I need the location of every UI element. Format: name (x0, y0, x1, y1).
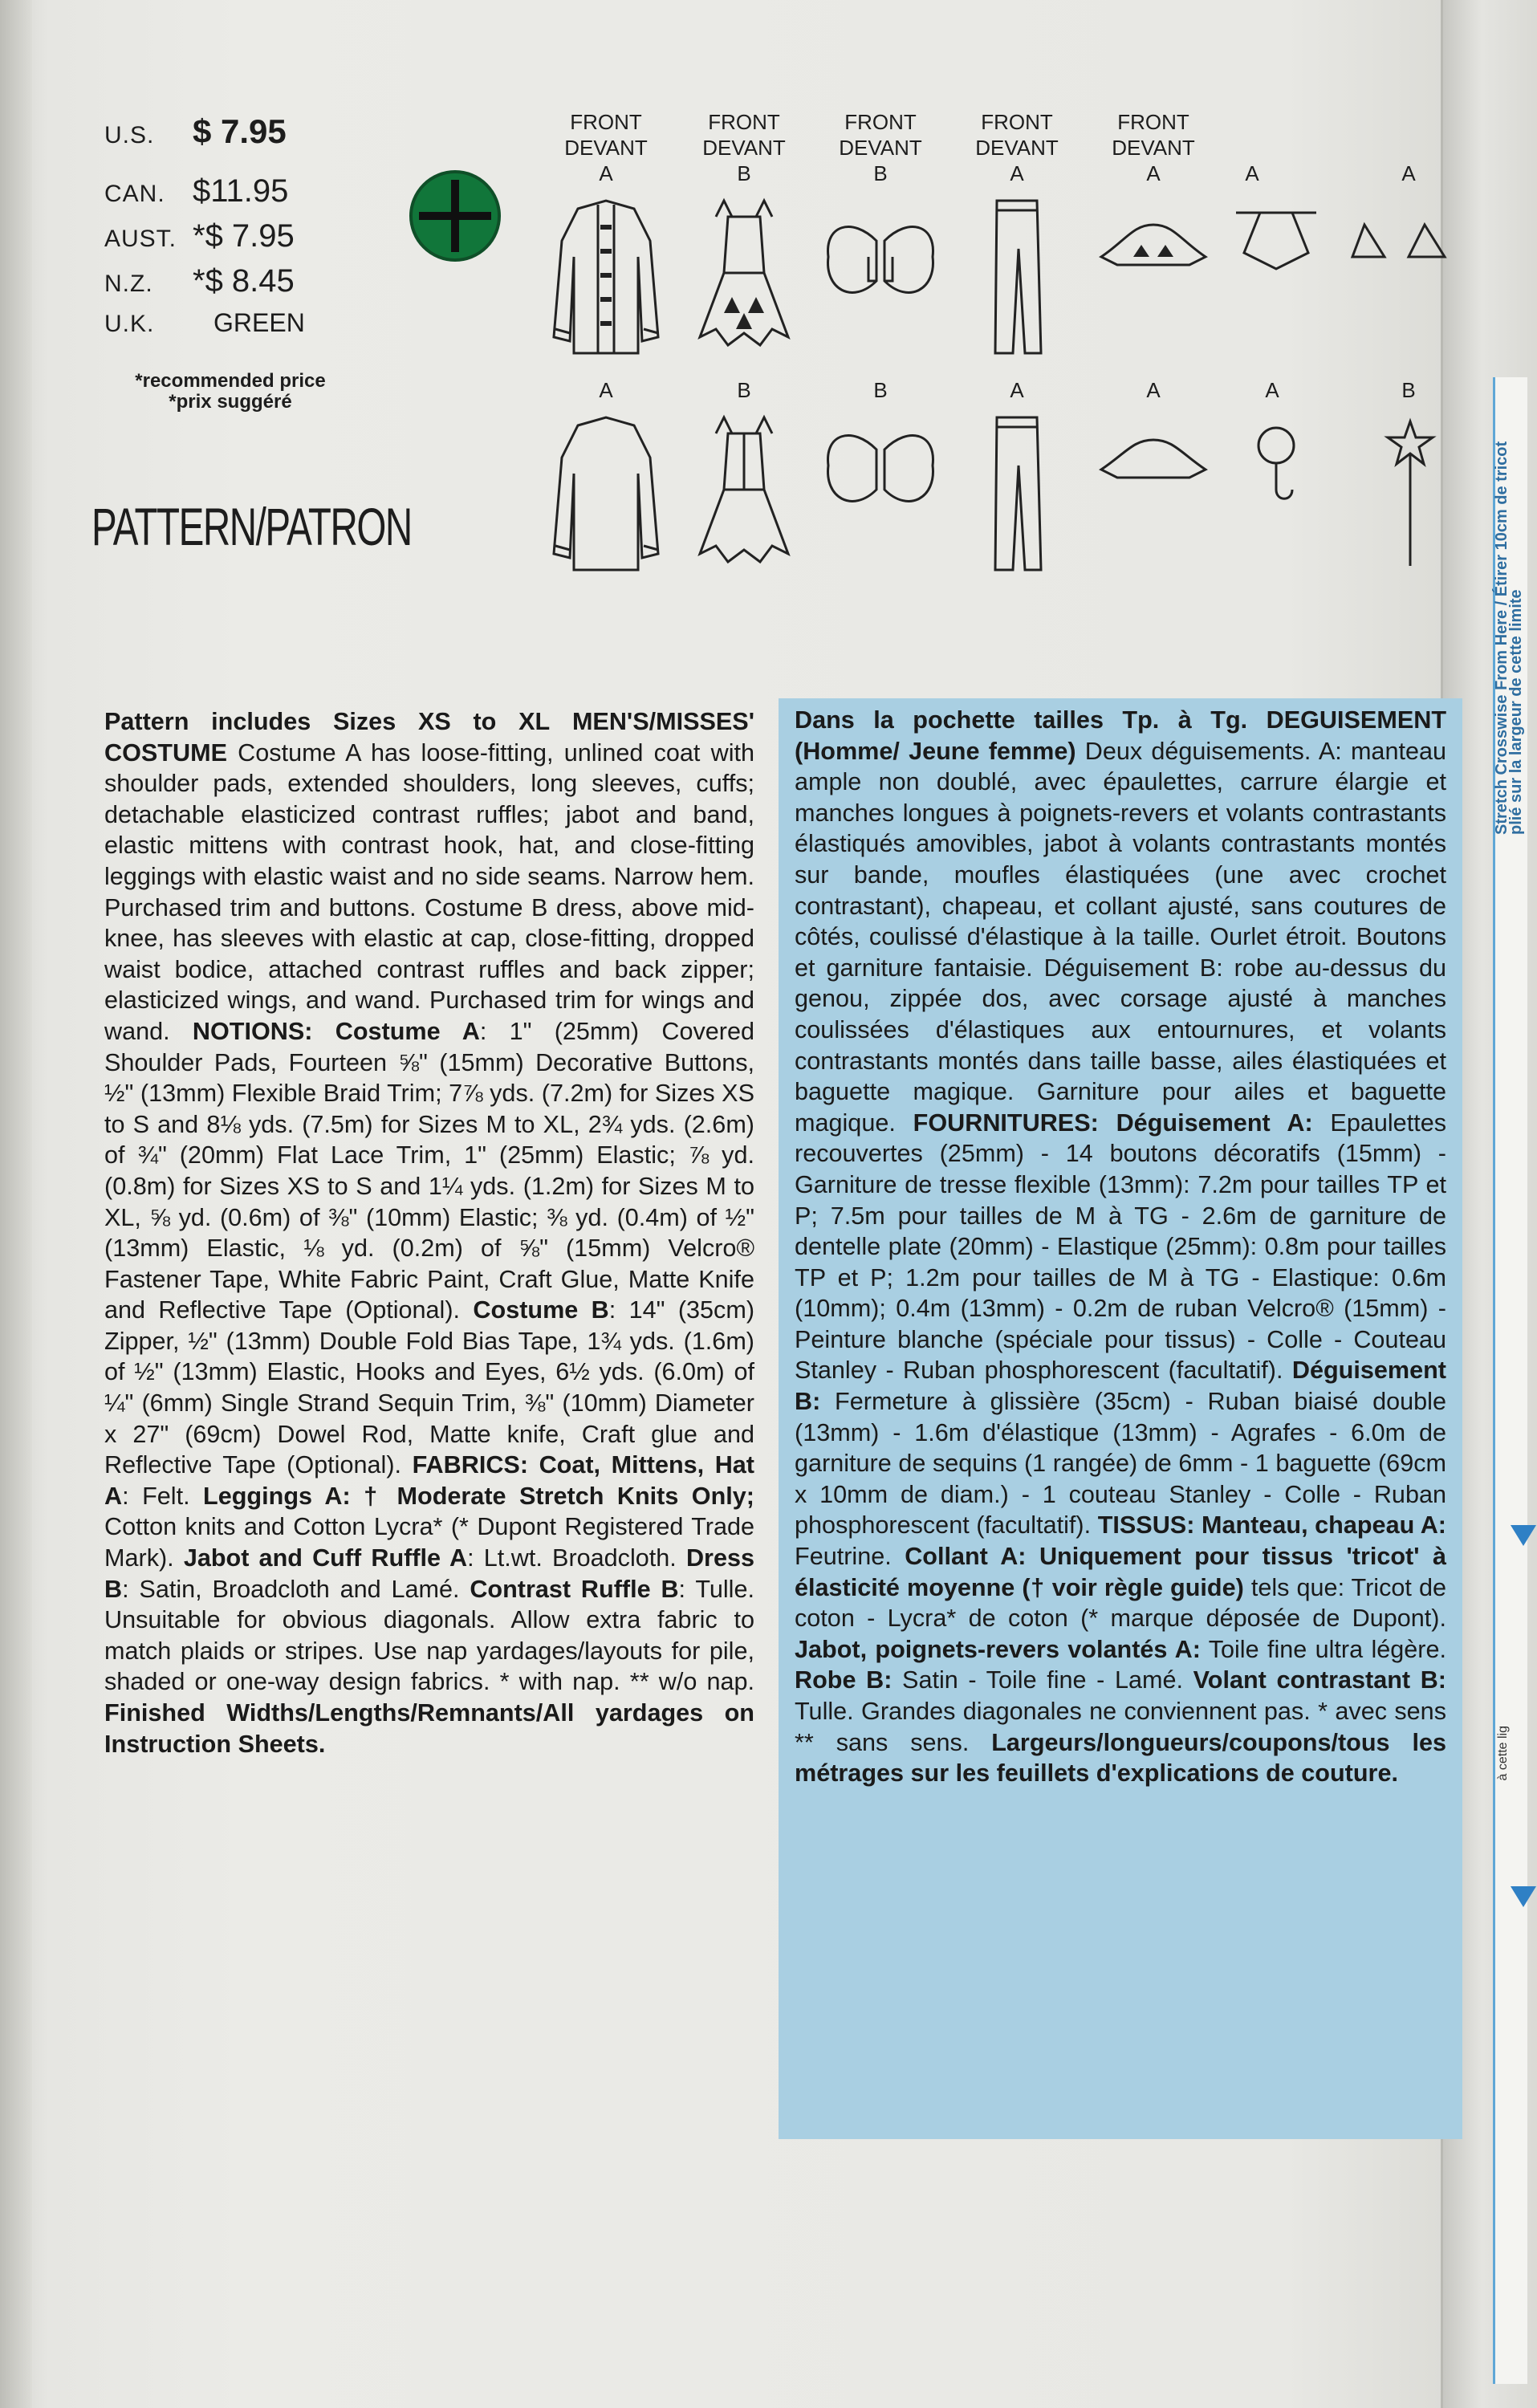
price-country: AUST. (104, 226, 177, 252)
coat-front-sketch (546, 193, 666, 369)
coat-back-sketch (546, 409, 666, 586)
price-row-aust (104, 218, 369, 263)
price-amount: *$ 7.95 (193, 218, 295, 254)
price-row-nz (104, 263, 369, 308)
wand-sketch (1382, 417, 1438, 570)
price-amount: $11.95 (193, 173, 289, 209)
dress-back-sketch (684, 409, 804, 586)
robe-label-fr: Robe B: (795, 1666, 893, 1694)
view-label: FRONT DEVANT A (975, 110, 1059, 185)
sizes-fr: Dans la pochette tailles Tp. à Tg. (795, 706, 1248, 734)
tissus-a-fr: Feutrine. (795, 1543, 892, 1571)
collant-text-fr: tels que: Tricot de coton - Lycra* de coton (* marque déposée de Dupont). (795, 1573, 1446, 1633)
view-label: B (1401, 378, 1416, 402)
tissus-label-fr: TISSUS: Manteau, chapeau A: (1097, 1511, 1446, 1540)
green-circle-crosshair-icon (409, 170, 501, 262)
price-amount: $ 7.95 (193, 112, 287, 150)
view-label: FRONT DEVANT A (564, 110, 648, 185)
ruffle-label-en: Contrast Ruffle B (470, 1575, 679, 1603)
sizes-en: Pattern includes Sizes XS to XL (104, 708, 551, 735)
view-label: A (1010, 378, 1024, 402)
view-label: B (737, 378, 751, 402)
costume-description-en: Costume A has loose-fitting, unlined coat with shoulder pads, extended shoulders, long sleeves, cuffs; detachable elasticized contrast ruffles; jabot and band, elastic mittens with contrast hook, hat, and close-fitting leggings with elastic waist and no side seams. Narrow hem. Purchased trim and buttons. Costume B dress, above mid-knee, has sleeves with elastic at cap, close-fitting, dropped waist bodice, attached contrast ruffles and back zipper; elasticized wings, and wand. Purchased trim for wings and wand. (104, 738, 755, 1045)
stretch-arrow-icon (1511, 1525, 1536, 1546)
price-amount: GREEN (213, 308, 305, 337)
view-label: A (599, 378, 613, 402)
dress-text-en: : Satin, Broadcloth and Lamé. (122, 1575, 460, 1603)
finished-note-en: Finished Widths/Lengths/Remnants/All yardages on Instruction Sheets. (104, 1699, 754, 1758)
jabot-label-en: Jabot and Cuff Ruffle A (183, 1544, 468, 1572)
fournitures-a-fr: Epaulettes recouvertes (25mm) - 14 boutons décoratifs (15mm) - Garniture de tresse flexible (13mm): 7.2m pour tailles TP et P; 7.5m pour tailles de M à TG - 2.6m de garniture de dentelle plate (20mm) - Elastique (25mm): 0.8m pour tailles TP et P; 1.2m pour tailles de M à TG - Elastique: 0.6m (10mm); 0.4m (13mm) - 0.2m de ruban Velcro® (15mm) - Peinture blanche (spéciale pour tissus) - Colle - Couteau Stanley - Ruban phosphorescent (facultatif). (795, 1108, 1447, 1385)
price-table (104, 112, 369, 353)
dress-front-sketch (684, 193, 804, 369)
stretch-arrow-icon (1511, 1886, 1536, 1907)
robe-text-fr: Satin - Toile fine - Lamé. (892, 1666, 1184, 1694)
cuff-ruffles-sketch (1348, 217, 1453, 265)
view-label: A (1146, 378, 1161, 402)
costume-description-fr: Deux déguisements. A: manteau ample non doublé, avec épaulettes, carrure élargie et manches longues à poignets-revers et volants contrastants élastiqués amovibles, jabot à volants contrastants montés sur bande, moufles élastiquées (une avec crochet contrastant), chapeau, et collant ajusté, sans coutures de côtés, coulissé d'élastique à la taille. Ourlet étroit. Boutons et garniture fantaisie. Déguisement B: robe au-dessus du genou, zippée dos, avec corsage ajusté à manches coulissées d'élastiques aux entournures, et volants contrastants montés dans taille basse, ailes élastiquées et baguette magique. Garniture pour ailes et baguette magique. (795, 737, 1447, 1137)
price-country: U.S. (104, 122, 155, 148)
ruffle-text-en: : Tulle. Unsuitable for obvious diagonals. Allow extra fabric to match plaids or stripes. Use nap yardages/layouts for pile, shaded or one-way design fabrics. * with nap. ** w/o nap. (104, 1575, 754, 1696)
price-country: CAN. (104, 181, 165, 207)
view-label: A (1401, 161, 1416, 185)
leggings-back-sketch (957, 409, 1077, 586)
dress-label-en: Dress B (104, 1544, 754, 1603)
english-description (104, 706, 754, 1759)
note-french: *prix suggéré (169, 391, 292, 413)
jabot-sketch (1228, 205, 1324, 277)
costume-b-label-en: Costume B (473, 1296, 609, 1324)
price-country: U.K. (104, 311, 155, 337)
leggings-label-en: Leggings A: † Moderate Stretch Knits Only; (203, 1482, 754, 1510)
wings-front-sketch (820, 217, 941, 313)
price-row-can (104, 173, 369, 218)
leggings-text-en: Cotton knits and Cotton Lycra* (* Dupont Registered Trade Mark). (104, 1513, 754, 1572)
hat-back-sketch (1093, 433, 1214, 482)
jabot-label-fr: Jabot, poignets-revers volantés A: (795, 1635, 1201, 1663)
volant-label-fr: Volant contrastant B: (1193, 1666, 1446, 1694)
notions-label-en: NOTIONS: Costume A (192, 1017, 480, 1045)
view-label: A (1265, 378, 1279, 402)
price-row-us (104, 112, 369, 157)
leggings-front-sketch (957, 193, 1077, 369)
price-amount: *$ 8.45 (193, 263, 295, 299)
costume-heading-en: MEN'S/MISSES' COSTUME (104, 708, 754, 767)
price-row-uk (104, 308, 369, 353)
fournitures-label-fr: FOURNITURES: Déguisement A: (913, 1108, 1313, 1137)
recommended-price-note (98, 371, 363, 413)
collant-label-fr: Collant A: Uniquement pour tissus 'tricot' à élasticité moyenne († voir règle guide) (795, 1543, 1446, 1601)
fournitures-b-fr: Fermeture à glissière (35cm) - Ruban biaisé double (13mm) - 1.6m d'élastique (13mm) - Agrafes - 6.0m de garniture de sequins (1 rangée) de 6mm - 1 baguette (69cm x 10mm de diam.) - 1 couteau Stanley - Colle - Ruban phosphorescent (facultatif). (795, 1388, 1446, 1540)
envelope-left-fold (0, 0, 32, 2408)
hat-front-sketch (1093, 217, 1214, 273)
fabrics-label-en: FABRICS: Coat, Mittens, Hat A (104, 1451, 754, 1510)
wings-back-sketch (820, 425, 941, 522)
deguisement-b-label-fr: Déguisement B: (795, 1357, 1446, 1416)
price-country: N.Z. (104, 270, 153, 297)
view-label: A (1245, 161, 1259, 185)
pattern-title: PATTERN/PATRON (91, 497, 412, 556)
view-label: FRONT DEVANT B (839, 110, 922, 185)
stretch-guide-label: Stretch Crosswise From Here / Étirer 10cm de tricot plié sur la largeur de cette limite (1493, 441, 1525, 835)
stretch-guide-note: à cette lig (1496, 1726, 1510, 1781)
mitten-hook-sketch (1244, 417, 1308, 506)
costume-heading-fr: DEGUISEMENT (Homme/ Jeune femme) (795, 706, 1447, 765)
jabot-text-fr: Toile fine ultra légère. (1200, 1635, 1446, 1663)
finished-note-fr: Largeurs/longueurs/coupons/tous les métrages sur les feuillets d'explications de couture. (795, 1728, 1446, 1788)
notions-a-en: : 1" (25mm) Covered Shoulder Pads, Fourteen ⅝" (15mm) Decorative Buttons, ½" (13mm) Flexible Braid Trim; 7⅞ yds. (7.2m) for Sizes XS to S and 8⅛ yds. (7.5m) for Sizes M to XL, 2¾ yds. (2.6m) of ¾" (20mm) Flat Lace Trim, 1" (25mm) Elastic; ⅞ yd. (0.8m) for Sizes XS to S and 1¼ yds. (1.2m) for Sizes M to XL, ⅝ yd. (0.6m) of ⅜" (10mm) Elastic; ⅜ yd. (0.4m) of ½" (13mm) Elastic, ⅛ yd. (0.2m) of ⅝" (15mm) Velcro® Fastener Tape, White Fabric Paint, Craft Glue, Matte Knife and Reflective Tape (Optional). (104, 1017, 755, 1324)
view-label: FRONT DEVANT B (702, 110, 786, 185)
view-label: B (873, 378, 888, 402)
note-english: *recommended price (135, 370, 326, 392)
notions-b-en: : 14" (35cm) Zipper, ½" (13mm) Double Fold Bias Tape, 1¾ yds. (1.6m) of ½" (13mm) Elastic, Hooks and Eyes, 6½ yds. (6.0m) of ¼" (6mm) Single Strand Sequin Trim, ⅜" (10mm) Diameter x 27" (69cm) Dowel Rod, Matte knife, Craft glue and Reflective Tape (Optional). (104, 1296, 755, 1479)
jabot-text-en: : Lt.wt. Broadcloth. (467, 1544, 677, 1572)
view-label: FRONT DEVANT A (1112, 110, 1195, 185)
french-description (795, 705, 1446, 1789)
volant-text-fr: Tulle. Grandes diagonales ne conviennent pas. * avec sens ** sans sens. (795, 1698, 1446, 1756)
fabrics-a-en: : Felt. (122, 1482, 190, 1510)
